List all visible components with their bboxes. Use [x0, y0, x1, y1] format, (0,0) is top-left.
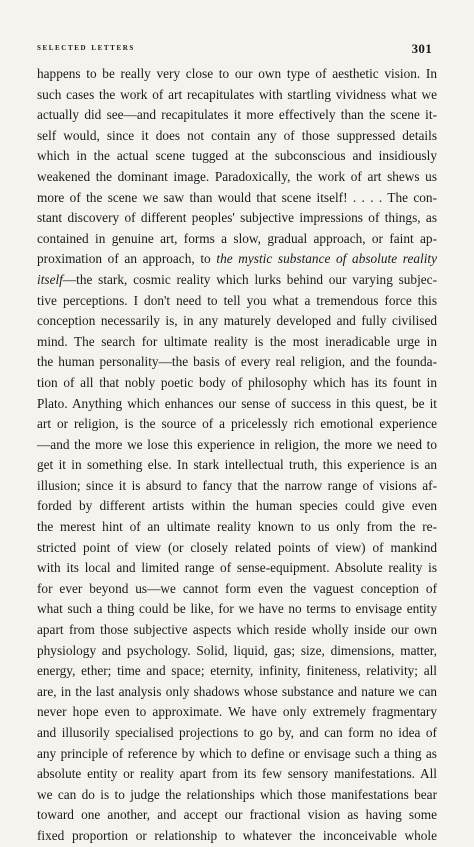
- text-segment: tion of all that nobly poetic body of philosophy which has its fount in: [37, 374, 437, 390]
- running-title: selected letters: [37, 42, 135, 53]
- text-line: [37, 661, 437, 682]
- text-line: [37, 455, 437, 476]
- text-segment: —the stark, cosmic reality which lurks behind our varying subjec-: [62, 271, 437, 287]
- text-line: [37, 579, 437, 600]
- text-line: [37, 682, 437, 703]
- text-segment: stricted point of view (or closely related points of view) of mankind: [37, 539, 437, 555]
- italic-text: itself: [37, 271, 63, 287]
- text-segment: illusion; since it is absurd to fancy that the narrow range of visions af-: [37, 477, 437, 493]
- text-segment: proximation of an approach, to: [37, 251, 217, 267]
- text-line: [37, 188, 437, 209]
- text-line: [37, 249, 437, 270]
- text-line: [37, 291, 437, 312]
- text-line: [37, 146, 437, 167]
- text-line: [37, 394, 437, 415]
- text-segment: get it in something else. In stark intellectual truth, this experience is an: [37, 457, 437, 473]
- text-line: [37, 558, 437, 579]
- text-segment: which in the actual scene tugged at the subconscious and insidiously: [37, 148, 437, 164]
- text-segment: any principle of reference by which to define or envisage such a thing as: [37, 745, 437, 761]
- text-line: [37, 826, 437, 847]
- text-line: [37, 167, 437, 188]
- text-segment: happens to be really very close to our own type of aesthetic vision. In: [37, 66, 437, 81]
- text-segment: are, in the last analysis only shadows whose substance and nature we can: [37, 683, 437, 699]
- text-line: [37, 352, 437, 373]
- text-segment: contained in genuine art, forms a slow, gradual approach, or faint ap-: [37, 230, 437, 246]
- body-text: [37, 64, 437, 847]
- text-line: [37, 744, 437, 765]
- text-segment: actually did see—and recapitulates it more effectively than the scene it-: [37, 107, 437, 123]
- text-segment: such cases the work of art recapitulates with startling vividness what we: [37, 86, 437, 102]
- running-head: [37, 42, 432, 58]
- text-segment: —and the more we lose this experience in religion, the more we need to: [37, 436, 437, 452]
- text-line: [37, 332, 437, 353]
- text-segment: mind. The search for ultimate reality is the most ineradicable urge in: [37, 333, 437, 349]
- text-line: [37, 476, 437, 497]
- text-segment: Plato. Anything which enhances our sense of success in this quest, be it: [37, 395, 437, 411]
- text-segment: never hope even to approximate. We have only extremely fragmentary: [37, 704, 437, 720]
- text-line: [37, 311, 437, 332]
- text-segment: art or religion, is the source of a pricelessly rich emotional experience: [37, 416, 437, 432]
- text-line: [37, 764, 437, 785]
- text-segment: fixed proportion or relationship to whatever the inconceivable whole: [37, 827, 437, 843]
- text-line: [37, 85, 437, 106]
- text-segment: self would, since it does not contain any of those suppressed details: [37, 127, 437, 143]
- text-line: [37, 435, 437, 456]
- text-segment: for ever beyond us—we cannot form even the vaguest conception of: [37, 580, 437, 596]
- text-segment: physiology and psychology. Solid, liquid, gas; size, dimensions, matter,: [37, 642, 437, 658]
- text-line: [37, 208, 437, 229]
- text-segment: what such a thing could be like, for we have no terms to envisage entity: [37, 601, 437, 617]
- text-line: [37, 496, 437, 517]
- text-line: [37, 805, 437, 826]
- text-segment: we can do is to judge the relationships which those manifestations bear: [37, 786, 437, 802]
- text-line: [37, 126, 437, 147]
- text-segment: absolute entity or reality apart from its few sensory manifestations. All: [37, 766, 437, 782]
- text-line: [37, 702, 437, 723]
- text-line: [37, 517, 437, 538]
- text-segment: tive perceptions. I don't need to tell you what a tremendous force this: [37, 292, 437, 308]
- text-line: [37, 105, 437, 126]
- text-segment: conception necessarily is, in any maturely developed and fully civilised: [37, 313, 437, 329]
- text-line: [37, 373, 437, 394]
- text-segment: stant discovery of different peoples' subjective impressions of things, as: [37, 210, 437, 226]
- text-line: [37, 599, 437, 620]
- text-segment: the merest hint of an ultimate reality known to us only from the re-: [37, 519, 437, 535]
- text-segment: and illusorily specialised projections to go by, and can form no idea of: [37, 725, 437, 740]
- text-line: [37, 785, 437, 806]
- text-segment: forded by different artists within the human species could give even: [37, 498, 437, 514]
- text-segment: the human personality—the basis of every real religion, and the founda-: [37, 354, 437, 370]
- text-line: [37, 723, 437, 744]
- text-line: [37, 641, 437, 662]
- text-line: [37, 538, 437, 559]
- text-line: [37, 270, 437, 291]
- text-line: [37, 620, 437, 641]
- text-segment: more of the scene we saw than would that scene itself! . . . . The con-: [37, 189, 437, 205]
- text-segment: energy, ether; time and space; eternity, infinity, finiteness, relativity; all: [37, 663, 437, 679]
- text-segment: with its local and limited range of sense-equipment. Absolute reality is: [37, 560, 437, 576]
- italic-text: the mystic substance of absolute reality: [216, 251, 437, 267]
- text-segment: toward one another, and accept our fractional vision as having some: [37, 807, 437, 823]
- page-number: 301: [411, 41, 432, 56]
- text-line: [37, 64, 437, 85]
- text-line: [37, 414, 437, 435]
- text-segment: apart from those subjective aspects which reside wholly inside our own: [37, 622, 437, 638]
- text-segment: weakened the dominant image. Paradoxically, the work of art shews us: [37, 168, 437, 184]
- text-line: [37, 229, 437, 250]
